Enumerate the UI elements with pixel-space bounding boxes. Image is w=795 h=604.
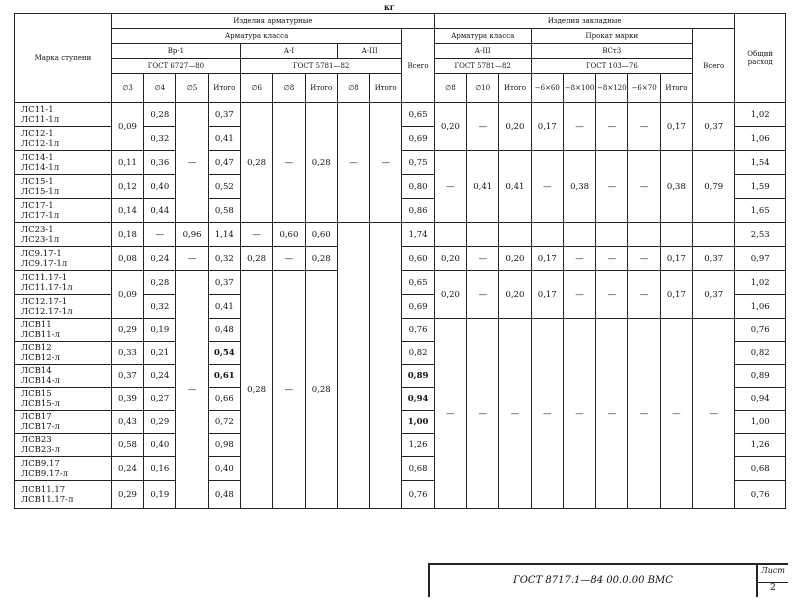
mark-right: ЛС9.17-1л: [21, 258, 68, 269]
cell-d3: 0,29: [111, 481, 143, 509]
cell-a6: 0,28: [240, 103, 272, 223]
cell-emb-total: 0,37: [693, 247, 735, 271]
cell-overall: 0,82: [735, 342, 786, 365]
cell-a8: —: [273, 103, 305, 223]
cell-total-vr1: 0,54: [208, 342, 240, 365]
header-a3-emb: А-III: [434, 44, 531, 59]
cell-a6: —: [240, 223, 272, 247]
mark-left: ЛСВ11: [21, 320, 52, 330]
cell-overall: 0,76: [735, 481, 786, 509]
col-header: Итого: [499, 74, 531, 103]
cell-d4: 0,24: [144, 365, 176, 388]
cell-rebar-total: 0,76: [402, 481, 434, 509]
header-vr1: Вр-1: [111, 44, 240, 59]
table-row-mark: [15, 457, 112, 481]
mark-left: ЛСВ12: [21, 343, 52, 353]
cell-rolled-total: 0,17: [660, 103, 692, 151]
mark-left: ЛСВ14: [21, 366, 52, 376]
cell-rebar-total: 0,68: [402, 457, 434, 481]
cell-rolled-total: 0,17: [660, 271, 692, 319]
cell-rebar-total: 0,65: [402, 103, 434, 127]
col-header: ∅8: [434, 74, 466, 103]
cell-d4: 0,28: [144, 271, 176, 295]
cell-p120: —: [596, 247, 628, 271]
cell-emb-a3-total: 0,41: [499, 151, 531, 223]
cell-overall: 2,53: [735, 223, 786, 247]
cell-rebar-total: 1,26: [402, 434, 434, 457]
cell-emb-total: 0,37: [693, 103, 735, 151]
mark-right: ЛС11.17-1л: [21, 282, 73, 293]
cell-overall: 0,89: [735, 365, 786, 388]
table-row-mark: [15, 388, 112, 411]
table-row-mark: [15, 319, 112, 342]
mark-right: ЛС11-1л: [21, 114, 60, 125]
cell-p60: [531, 223, 563, 247]
mark-right: ЛСВ17-л: [21, 422, 60, 432]
cell-d4: 0,29: [144, 411, 176, 434]
header-rebar-products: Изделия арматурные: [111, 14, 434, 29]
cell-total-vr1: 0,41: [208, 127, 240, 151]
cell-p60: 0,17: [531, 271, 563, 319]
col-header: −8×120: [596, 74, 628, 103]
cell-rolled-total: 0,38: [660, 151, 692, 223]
table-row-mark: [15, 127, 112, 151]
cell-d3: 0,39: [111, 388, 143, 411]
blank-row: [14, 537, 786, 559]
cell-d3: 0,12: [111, 175, 143, 199]
cell-overall: 0,97: [735, 247, 786, 271]
mark-left: ЛС11.17-1: [21, 272, 68, 283]
sheet-label: Лист: [761, 566, 785, 575]
consumption-table: [14, 13, 786, 509]
col-header: Итого: [305, 74, 337, 103]
cell-overall: 1,00: [735, 411, 786, 434]
mark-right: ЛСВ15-л: [21, 399, 60, 409]
cell-rebar-total: 0,75: [402, 151, 434, 175]
col-header: ∅3: [111, 74, 143, 103]
cell-rebar-total: 0,69: [402, 127, 434, 151]
col-header: ∅8: [273, 74, 305, 103]
mark-left: ЛС9.17-1: [21, 248, 62, 259]
cell-overall: 0,76: [735, 319, 786, 342]
cell-overall: 1,59: [735, 175, 786, 199]
cell-overall: 1,02: [735, 103, 786, 127]
cell-p100: 0,38: [563, 151, 595, 223]
table-row-mark: [15, 411, 112, 434]
cell-rebar-total: 0,89: [402, 365, 434, 388]
table-row-mark: [15, 175, 112, 199]
cell-emb-a3-total: 0,20: [499, 271, 531, 319]
cell-p100: —: [563, 319, 595, 509]
cell-rolled-total: 0,17: [660, 247, 692, 271]
table-row-mark: [15, 481, 112, 509]
col-header: Итого: [370, 74, 402, 103]
table-row-mark: [15, 365, 112, 388]
cell-p70: —: [628, 247, 660, 271]
cell-p100: [563, 223, 595, 247]
cell-e8: 0,20: [434, 271, 466, 319]
cell-p60: —: [531, 151, 563, 223]
cell-d4: 0,21: [144, 342, 176, 365]
col-header: Итого: [660, 74, 692, 103]
cell-d5: —: [176, 247, 208, 271]
header-vst3: ВСт3: [531, 44, 692, 59]
cell-overall: 1,26: [735, 434, 786, 457]
mark-right: ЛС14-1л: [21, 162, 60, 173]
mark-right: ЛСВ12-л: [21, 353, 60, 363]
cell-total-vr1: 0,47: [208, 151, 240, 175]
cell-e10: [467, 223, 499, 247]
cell-total-vr1: 0,66: [208, 388, 240, 411]
cell-total-vr1: 0,40: [208, 457, 240, 481]
mark-left: ЛСВ17: [21, 412, 52, 422]
cell-total-vr1: 0,58: [208, 199, 240, 223]
cell-p60: 0,17: [531, 103, 563, 151]
table-row-mark: [15, 223, 112, 247]
cell-total-vr1: 0,52: [208, 175, 240, 199]
cell-rebar-total: 0,94: [402, 388, 434, 411]
header-emb-rebar-class: Арматура класса: [434, 29, 531, 44]
cell-rebar-total: 0,60: [402, 247, 434, 271]
title-block: [428, 563, 788, 597]
cell-total-a1: 0,60: [305, 223, 337, 247]
cell-p60: —: [531, 319, 563, 509]
mark-right: ЛСВ23-л: [21, 445, 60, 455]
cell-p120: —: [596, 319, 628, 509]
mark-left: ЛС14-1: [21, 152, 54, 163]
header-gost-6727: ГОСТ 6727—80: [111, 59, 240, 74]
cell-d4: 0,40: [144, 434, 176, 457]
mark-right: ЛС23-1л: [21, 234, 60, 245]
cell-d4: 0,24: [144, 247, 176, 271]
cell-d3: 0,14: [111, 199, 143, 223]
table-row-mark: [15, 434, 112, 457]
cell-emb-total: [693, 223, 735, 247]
cell-d4: 0,28: [144, 103, 176, 127]
cell-overall: 1,02: [735, 271, 786, 295]
table-row-mark: [15, 271, 112, 295]
cell-d4: 0,16: [144, 457, 176, 481]
cell-emb-a3-total: [499, 223, 531, 247]
cell-e8: —: [434, 151, 466, 223]
mark-right: ЛС17-1л: [21, 210, 60, 221]
mark-left: ЛСВ11.17: [21, 484, 66, 495]
cell-d3: 0,18: [111, 223, 143, 247]
header-gost-5781: ГОСТ 5781—82: [240, 59, 401, 74]
col-header: −6×60: [531, 74, 563, 103]
cell-p100: —: [563, 271, 595, 319]
cell-total-vr1: 0,32: [208, 247, 240, 271]
cell-d4: 0,27: [144, 388, 176, 411]
header-embedded-products: Изделия закладные: [434, 14, 735, 29]
header-a1: А-I: [240, 44, 337, 59]
cell-a6: 0,28: [240, 271, 272, 509]
cell-rebar-total: 0,65: [402, 271, 434, 295]
col-header: ∅10: [467, 74, 499, 103]
cell-total-a3: —: [370, 103, 402, 223]
table-row-mark: [15, 295, 112, 319]
cell-emb-total: —: [693, 319, 735, 509]
cell-rolled-total: —: [660, 319, 692, 509]
mark-right: ЛСВ11-л: [21, 330, 60, 340]
cell-overall: 1,65: [735, 199, 786, 223]
cell-total-vr1: 0,37: [208, 271, 240, 295]
mark-left: ЛС11-1: [21, 104, 54, 115]
cell-total-vr1: 0,41: [208, 295, 240, 319]
cell-d3: 0,09: [111, 271, 143, 319]
cell-emb-total: 0,37: [693, 271, 735, 319]
mark-right: ЛС15-1л: [21, 186, 60, 197]
cell-p70: [628, 223, 660, 247]
cell-total-a1: 0,28: [305, 247, 337, 271]
cell-rebar-total: 1,00: [402, 411, 434, 434]
cell-d3: 0,33: [111, 342, 143, 365]
cell-rebar-total: 1,74: [402, 223, 434, 247]
cell-total-a3: [370, 223, 402, 509]
cell-total-vr1: 0,98: [208, 434, 240, 457]
cell-d4: 0,32: [144, 295, 176, 319]
mark-right: ЛСВ11.17-л: [21, 494, 74, 505]
mark-left: ЛСВ23: [21, 435, 52, 445]
cell-p60: 0,17: [531, 247, 563, 271]
cell-rebar-total: 0,86: [402, 199, 434, 223]
cell-p120: —: [596, 151, 628, 223]
col-header: ∅6: [240, 74, 272, 103]
cell-overall: 1,06: [735, 127, 786, 151]
cell-emb-total: 0,79: [693, 151, 735, 223]
cell-rebar-total: 0,82: [402, 342, 434, 365]
cell-e8: —: [434, 319, 466, 509]
cell-e8: [434, 223, 466, 247]
header-a3: А-III: [337, 44, 402, 59]
cell-emb-a3-total: —: [499, 319, 531, 509]
cell-emb-a3-total: 0,20: [499, 247, 531, 271]
cell-p70: —: [628, 103, 660, 151]
header-emb-total: Всего: [693, 29, 735, 103]
cell-total-vr1: 1,14: [208, 223, 240, 247]
cell-d4: 0,19: [144, 319, 176, 342]
cell-d5: —: [176, 271, 208, 509]
cell-a8: 0,60: [273, 223, 305, 247]
col-header: −8×100: [563, 74, 595, 103]
cell-total-vr1: 0,37: [208, 103, 240, 127]
cell-total-vr1: 0,48: [208, 481, 240, 509]
cell-d4: —: [144, 223, 176, 247]
table-row-mark: [15, 247, 112, 271]
mark-left: ЛС12.17-1: [21, 296, 68, 307]
cell-a8: —: [273, 271, 305, 509]
mark-left: ЛС12-1: [21, 128, 54, 139]
cell-d4: 0,19: [144, 481, 176, 509]
table-row-mark: [15, 151, 112, 175]
cell-total-vr1: 0,48: [208, 319, 240, 342]
cell-a8: —: [273, 247, 305, 271]
cell-overall: 0,68: [735, 457, 786, 481]
cell-p100: —: [563, 247, 595, 271]
mark-right: ЛСВ14-л: [21, 376, 60, 386]
cell-total-vr1: 0,72: [208, 411, 240, 434]
cell-e10: —: [467, 103, 499, 151]
mark-left: ЛС23-1: [21, 224, 54, 235]
cell-total-a1: 0,28: [305, 103, 337, 223]
cell-d5: —: [176, 103, 208, 223]
cell-b8: —: [337, 103, 369, 223]
cell-rebar-total: 0,80: [402, 175, 434, 199]
header-rolled-grade: Прокат марки: [531, 29, 692, 44]
cell-p70: —: [628, 271, 660, 319]
header-gost-5781-emb: ГОСТ 5781—82: [434, 59, 531, 74]
cell-p70: —: [628, 319, 660, 509]
cell-d4: 0,36: [144, 151, 176, 175]
cell-e8: 0,20: [434, 103, 466, 151]
mark-left: ЛСВ15: [21, 389, 52, 399]
cell-rolled-total: [660, 223, 692, 247]
cell-d3: 0,29: [111, 319, 143, 342]
cell-e10: —: [467, 271, 499, 319]
cell-d3: 0,09: [111, 103, 143, 151]
cell-e10: —: [467, 247, 499, 271]
cell-d4: 0,32: [144, 127, 176, 151]
header-rebar-total: Всего: [402, 29, 434, 103]
mark-right: ЛСВ9.17-л: [21, 468, 69, 479]
cell-d3: 0,58: [111, 434, 143, 457]
cell-d3: 0,11: [111, 151, 143, 175]
col-header: −6×70: [628, 74, 660, 103]
mark-right: ЛС12-1л: [21, 138, 60, 149]
cell-d3: 0,24: [111, 457, 143, 481]
cell-d4: 0,44: [144, 199, 176, 223]
cell-p120: —: [596, 271, 628, 319]
mark-right: ЛС12.17-1л: [21, 306, 73, 317]
cell-emb-a3-total: 0,20: [499, 103, 531, 151]
header-rebar-class: Арматура класса: [111, 29, 402, 44]
cell-total-a1: 0,28: [305, 271, 337, 509]
sheet-number: 2: [758, 582, 788, 593]
cell-overall: 1,54: [735, 151, 786, 175]
mark-left: ЛС17-1: [21, 200, 54, 211]
cell-p120: —: [596, 103, 628, 151]
header-mark: Марка ступени: [15, 14, 112, 103]
document-code: ГОСТ 8717.1—84 00.0.00 ВМС: [430, 565, 758, 597]
col-header: Итого: [208, 74, 240, 103]
header-overall: Общий расход: [735, 14, 786, 103]
cell-d3: 0,08: [111, 247, 143, 271]
cell-d3: 0,37: [111, 365, 143, 388]
mark-left: ЛСВ9.17: [21, 458, 60, 469]
cell-b8: [337, 223, 369, 509]
cell-a6: 0,28: [240, 247, 272, 271]
mark-left: ЛС15-1: [21, 176, 54, 187]
cell-d3: 0,43: [111, 411, 143, 434]
header-gost-103: ГОСТ 103—76: [531, 59, 692, 74]
unit-label: кг: [384, 2, 395, 12]
cell-p100: —: [563, 103, 595, 151]
cell-total-vr1: 0,61: [208, 365, 240, 388]
cell-overall: 0,94: [735, 388, 786, 411]
cell-e10: 0,41: [467, 151, 499, 223]
cell-e10: —: [467, 319, 499, 509]
cell-p120: [596, 223, 628, 247]
col-header: ∅4: [144, 74, 176, 103]
col-header: ∅8: [337, 74, 369, 103]
cell-rebar-total: 0,69: [402, 295, 434, 319]
cell-overall: 1,06: [735, 295, 786, 319]
cell-d4: 0,40: [144, 175, 176, 199]
table-row-mark: [15, 199, 112, 223]
table-row-mark: [15, 342, 112, 365]
cell-e8: 0,20: [434, 247, 466, 271]
cell-p70: —: [628, 151, 660, 223]
cell-rebar-total: 0,76: [402, 319, 434, 342]
table-row-mark: [15, 103, 112, 127]
cell-d5: 0,96: [176, 223, 208, 247]
col-header: ∅5: [176, 74, 208, 103]
